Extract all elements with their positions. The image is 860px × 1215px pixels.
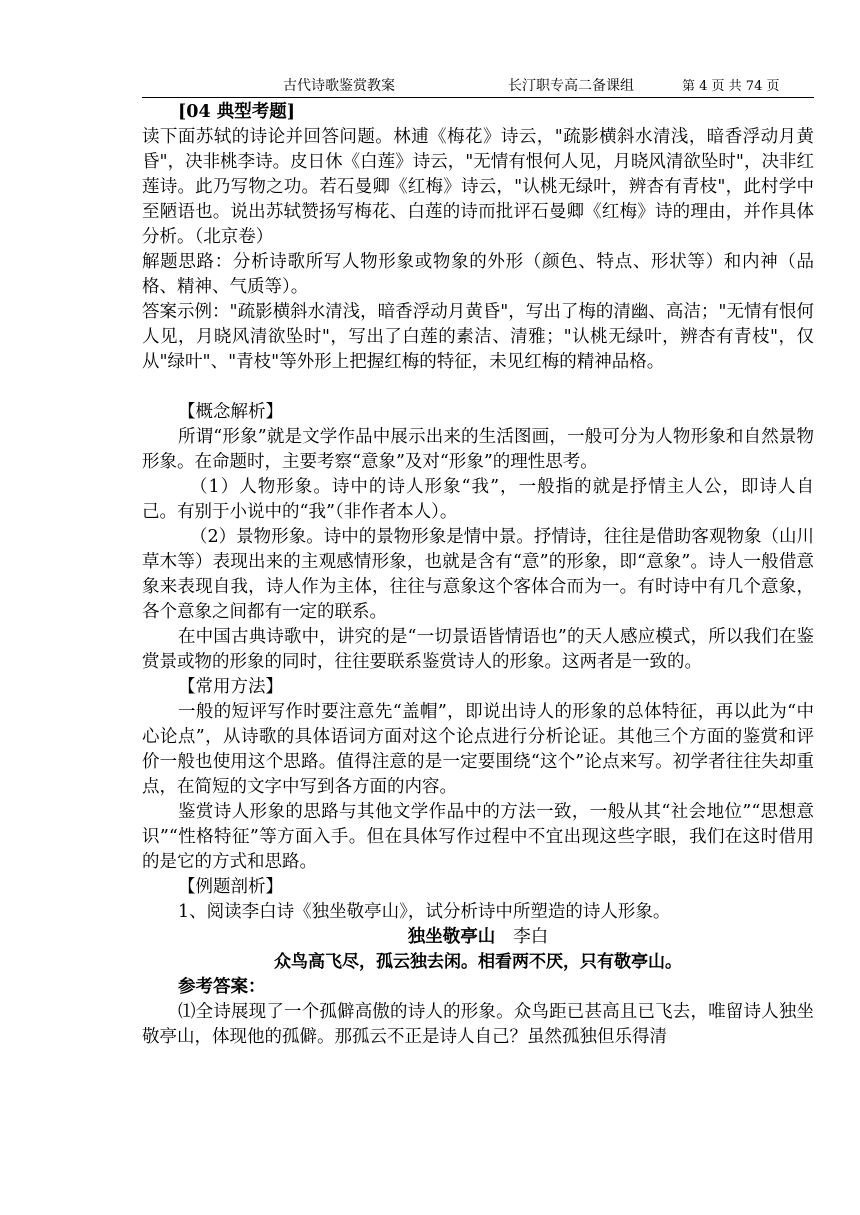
solution-approach: 解题思路：分析诗歌所写人物形象或物象的外形（颜色、特点、形状等）和内神（品格、精神、气质等）。 xyxy=(142,252,814,297)
blank-line xyxy=(142,375,814,400)
poem-heading xyxy=(142,925,814,950)
question-text: 读下面苏轼的诗论并回答问题。林逋《梅花》诗云，"疏影横斜水清浅，暗香浮动月黄昏"，决非桃李诗。皮日休《白莲》诗云，"无情有恨何人见，月晓风清欲坠时"，决非红莲诗。此乃写物之功。若石曼卿《红梅》诗云，"认桃无绿叶，辨杏有青枝"，此村学中至陋语也。说出苏轼赞扬写梅花、白莲的诗而批评石曼卿《红梅》诗的理由，并作具体分析。（北京卷） xyxy=(142,127,814,247)
section-heading-examples: 【例题剖析】 xyxy=(178,877,283,897)
sample-answer: 答案示例："疏影横斜水清浅，暗香浮动月黄昏"，写出了梅的清幽、高洁；"无情有恨何人见，月晓风清欲坠时"，写出了白莲的素洁、清雅；"认桃无绿叶，辨杏有青枝"，仅从"绿叶"、"青枝"等外形上把握红梅的特征，未见红梅的精神品格。 xyxy=(142,302,814,372)
section-heading-concept: 【概念解析】 xyxy=(178,402,283,422)
concept-classical-poetry: 在中国古典诗歌中，讲究的是“一切景语皆情语也”的天人感应模式，所以我们在鉴赏景或物的形象的同时，往往要联系鉴赏诗人的形象。这两者是一致的。 xyxy=(142,627,814,672)
poem-title: 独坐敬亭山 xyxy=(407,927,496,947)
methods-paragraph-2: 鉴赏诗人形象的思路与其他文学作品中的方法一致，一般从其“社会地位”“思想意识”“性格特征”等方面入手。但在具体写作过程中不宜出现这些字眼，我们在这时借用的是它的方式和思路。 xyxy=(142,802,814,872)
example-question: 1、阅读李白诗《独坐敬亭山》，试分析诗中所塑造的诗人形象。 xyxy=(178,902,671,922)
methods-paragraph-1: 一般的短评写作时要注意先“盖帽”，即说出诗人的形象的总体特征，再以此为“中心论点”，从诗歌的具体语词方面对这个论点进行分析论证。其他三个方面的鉴赏和评价一般也使用这个思路。值得注意的是一定要围绕“这个”论点来写。初学者往往失却重点，在简短的文字中写到各方面的内容。 xyxy=(142,702,814,797)
poem-text: 众鸟高飞尽，孤云独去闲。相看两不厌，只有敬亭山。 xyxy=(274,952,682,972)
concept-paragraph: 所谓“形象”就是文学作品中展示出来的生活图画，一般可分为人物形象和自然景物形象。在命题时，主要考察“意象”及对“形象”的理性思考。 xyxy=(142,427,814,472)
concept-scenery-image: （2）景物形象。诗中的景物形象是情中景。抒情诗，往往是借助客观物象（山川草木等）表现出来的主观感情形象，也就是含有“意”的形象，即“意象”。诗人一般借意象来表现自我，诗人作为主体，往往与意象这个客体合而为一。有时诗中有几个意象，各个意象之间都有一定的联系。 xyxy=(142,527,814,622)
header-title: 古代诗歌鉴赏教案 xyxy=(283,78,395,94)
page-header xyxy=(142,73,814,98)
reference-answer-label: 参考答案： xyxy=(178,977,266,997)
header-page-number: 第 4 页 共 74 页 xyxy=(682,79,780,94)
section-heading-typical-question: [04 典型考题] xyxy=(178,102,296,122)
reference-answer-text: ⑴全诗展现了一个孤僻高傲的诗人的形象。众鸟距已甚高且已飞去，唯留诗人独坐敬亭山，体现他的孤僻。那孤云不正是诗人自己？虽然孤独但乐得清 xyxy=(142,1002,814,1047)
document-body xyxy=(142,100,814,1050)
poem-author: 李白 xyxy=(513,927,549,947)
section-heading-methods: 【常用方法】 xyxy=(178,677,283,697)
header-group: 长汀职专高二备课组 xyxy=(508,78,634,94)
concept-character-image: （1）人物形象。诗中的诗人形象“我”，一般指的就是抒情主人公，即诗人自己。有别于小说中的“我”（非作者本人）。 xyxy=(142,477,814,522)
